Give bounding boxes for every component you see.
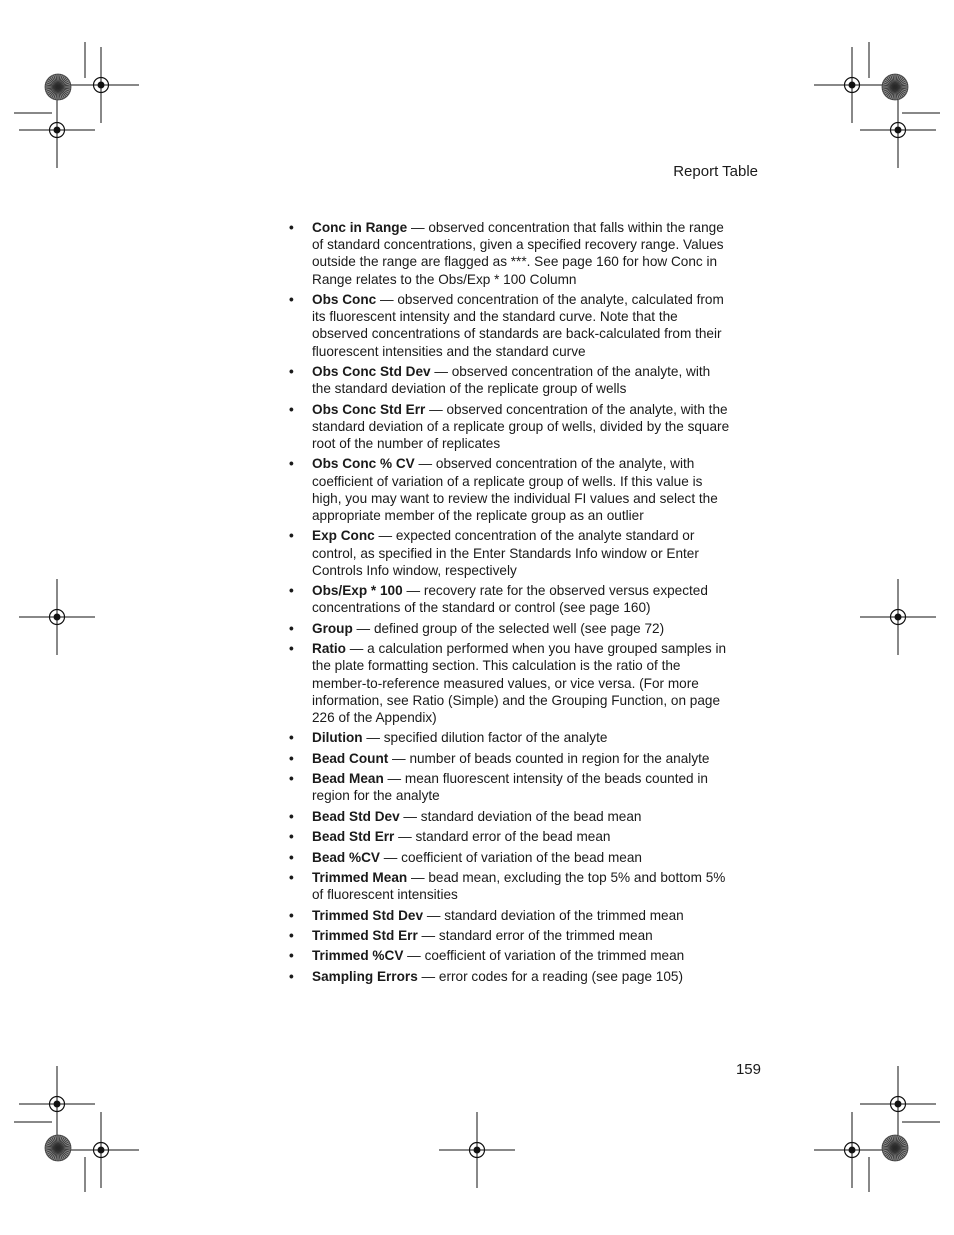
- bullet-icon: •: [289, 528, 294, 544]
- registration-target-dot-icon: [895, 614, 902, 621]
- column-term: Bead Std Err: [312, 829, 395, 845]
- column-term: Obs Conc: [312, 292, 377, 307]
- list-item: [289, 401, 732, 453]
- bullet-icon: •: [289, 948, 294, 964]
- bullet-icon: •: [289, 364, 294, 379]
- list-item: [289, 808, 732, 825]
- em-dash-separator: —: [414, 456, 436, 472]
- column-description: observed concentration of the analyte, with the standard deviation of the replicate group of wells: [312, 364, 711, 397]
- column-description: number of beads counted in region for the analyte: [409, 750, 710, 766]
- bullet-icon: •: [289, 968, 294, 984]
- registration-target-dot-icon: [849, 82, 856, 89]
- column-term: Bead Mean: [312, 771, 384, 787]
- bullet-icon: •: [289, 583, 294, 599]
- column-description: observed concentration of the analyte, with coefficient of variation of a replicate group of wells. If this value is high, you may want to review the individual FI values and select the appropriate member of the replicate group as an outlier: [312, 456, 718, 523]
- column-term: Trimmed Std Dev: [312, 907, 424, 923]
- column-description: observed concentration of the analyte, with the standard deviation of a replicate group of wells, divided by the square root of the number of replicates: [312, 401, 730, 451]
- column-term: Bead Std Dev: [312, 808, 400, 824]
- em-dash-separator: —: [352, 620, 374, 636]
- em-dash-separator: —: [430, 364, 452, 379]
- column-description: coefficient of variation of the bead mean: [401, 849, 642, 865]
- column-description: expected concentration of the analyte standard or control, as specified in the Enter Standards Info window or Enter Controls Info window, respectively: [312, 528, 699, 578]
- list-item: [289, 770, 732, 804]
- column-description: bead mean, excluding the top 5% and bottom 5% of fluorescent intensities: [312, 869, 726, 903]
- list-item: [289, 219, 732, 288]
- column-term: Trimmed Mean: [312, 869, 408, 885]
- list-item: [289, 947, 732, 964]
- em-dash-separator: —: [425, 401, 447, 417]
- column-term: Obs Conc Std Dev: [312, 364, 431, 379]
- bullet-icon: •: [289, 401, 294, 417]
- registration-target-dot-icon: [98, 82, 105, 89]
- em-dash-separator: —: [402, 583, 424, 599]
- column-term: Trimmed Std Err: [312, 927, 418, 943]
- bullet-icon: •: [289, 927, 294, 943]
- list-item: [289, 927, 732, 944]
- column-term: Conc in Range: [312, 220, 408, 235]
- column-description: error codes for a reading (see page 105): [438, 968, 683, 984]
- column-term: Sampling Errors: [312, 968, 418, 984]
- column-description: observed concentration that falls within the range of standard concentrations, given a specified recovery range. Values outside the range are flagged as ***. See page 160 for how Conc in Range relates to the Obs/Exp * 100 Column: [312, 220, 724, 287]
- em-dash-separator: —: [376, 292, 398, 307]
- em-dash-separator: —: [388, 750, 410, 766]
- list-item: [289, 729, 732, 746]
- column-description: specified dilution factor of the analyte: [383, 730, 608, 746]
- bullet-icon: •: [289, 849, 294, 865]
- column-term: Trimmed %CV: [312, 948, 404, 964]
- column-term: Dilution: [312, 730, 363, 746]
- column-description: standard deviation of the bead mean: [420, 808, 642, 824]
- em-dash-separator: —: [394, 829, 416, 845]
- bullet-icon: •: [289, 620, 294, 636]
- list-item: [289, 582, 732, 616]
- list-item: [289, 828, 732, 845]
- registration-target-dot-icon: [54, 614, 61, 621]
- em-dash-separator: —: [374, 528, 396, 544]
- list-item: [289, 640, 732, 726]
- list-item: [289, 363, 732, 397]
- em-dash-separator: —: [399, 808, 421, 824]
- column-description: recovery rate for the observed versus expected concentrations of the standard or control (see page 160): [312, 583, 708, 616]
- em-dash-separator: —: [423, 907, 445, 923]
- em-dash-separator: —: [407, 869, 429, 885]
- column-description: a calculation performed when you have grouped samples in the plate formatting section. This calculation is the ratio of the member-to-reference measured values, or vice versa. (For more information, see Ratio (Simple) and the Grouping Function, on page 226 of the Appendix): [312, 641, 727, 725]
- em-dash-separator: —: [383, 771, 405, 787]
- column-description: standard error of the trimmed mean: [438, 927, 653, 943]
- em-dash-separator: —: [345, 641, 368, 657]
- column-term: Exp Conc: [312, 528, 375, 544]
- column-term: Group: [312, 620, 353, 636]
- bullet-icon: •: [289, 869, 294, 885]
- bullet-icon: •: [289, 456, 294, 472]
- registration-target-dot-icon: [474, 1147, 481, 1154]
- bullet-icon: •: [289, 771, 294, 787]
- list-item: [289, 907, 732, 924]
- registration-target-dot-icon: [895, 127, 902, 134]
- bullet-icon: •: [289, 730, 294, 746]
- column-description: mean fluorescent intensity of the beads counted in region for the analyte: [312, 771, 708, 804]
- column-term: Ratio: [312, 641, 346, 657]
- column-term: Bead Count: [312, 750, 389, 766]
- bullet-icon: •: [289, 641, 294, 657]
- column-term: Bead %CV: [312, 849, 380, 865]
- em-dash-separator: —: [417, 927, 439, 943]
- registration-target-dot-icon: [54, 127, 61, 134]
- bullet-icon: •: [289, 808, 294, 824]
- column-term: Obs Conc % CV: [312, 456, 415, 472]
- running-header-section-title: Report Table: [673, 163, 758, 180]
- list-item: [289, 968, 732, 985]
- column-term: Obs Conc Std Err: [312, 401, 426, 417]
- bullet-icon: •: [289, 220, 294, 235]
- list-item: [289, 750, 732, 767]
- registration-target-dot-icon: [895, 1101, 902, 1108]
- list-item: [289, 291, 732, 360]
- report-table-column-list: [289, 219, 732, 988]
- registration-target-dot-icon: [54, 1101, 61, 1108]
- registration-target-dot-icon: [849, 1147, 856, 1154]
- bullet-icon: •: [289, 292, 294, 307]
- column-term: Obs/Exp * 100: [312, 583, 403, 599]
- column-description: observed concentration of the analyte, calculated from its fluorescent intensity and the standard curve. Note that the observed concentrations of standards are back-calculated from their fluorescent intensities and the standard curve: [312, 292, 724, 359]
- column-description: coefficient of variation of the trimmed mean: [424, 948, 685, 964]
- column-description: defined group of the selected well (see page 72): [373, 620, 665, 636]
- em-dash-separator: —: [417, 968, 439, 984]
- bullet-icon: •: [289, 907, 294, 923]
- list-item: [289, 620, 732, 637]
- column-description: standard deviation of the trimmed mean: [444, 907, 684, 923]
- registration-target-dot-icon: [98, 1147, 105, 1154]
- list-item: [289, 527, 732, 579]
- list-item: [289, 849, 732, 866]
- list-item: [289, 869, 732, 903]
- list-item: [289, 455, 732, 524]
- em-dash-separator: —: [380, 849, 402, 865]
- column-description: standard error of the bead mean: [415, 829, 611, 845]
- bullet-icon: •: [289, 750, 294, 766]
- bullet-icon: •: [289, 829, 294, 845]
- em-dash-separator: —: [407, 220, 429, 235]
- em-dash-separator: —: [403, 948, 425, 964]
- em-dash-separator: —: [362, 730, 384, 746]
- page-number: 159: [735, 1061, 761, 1078]
